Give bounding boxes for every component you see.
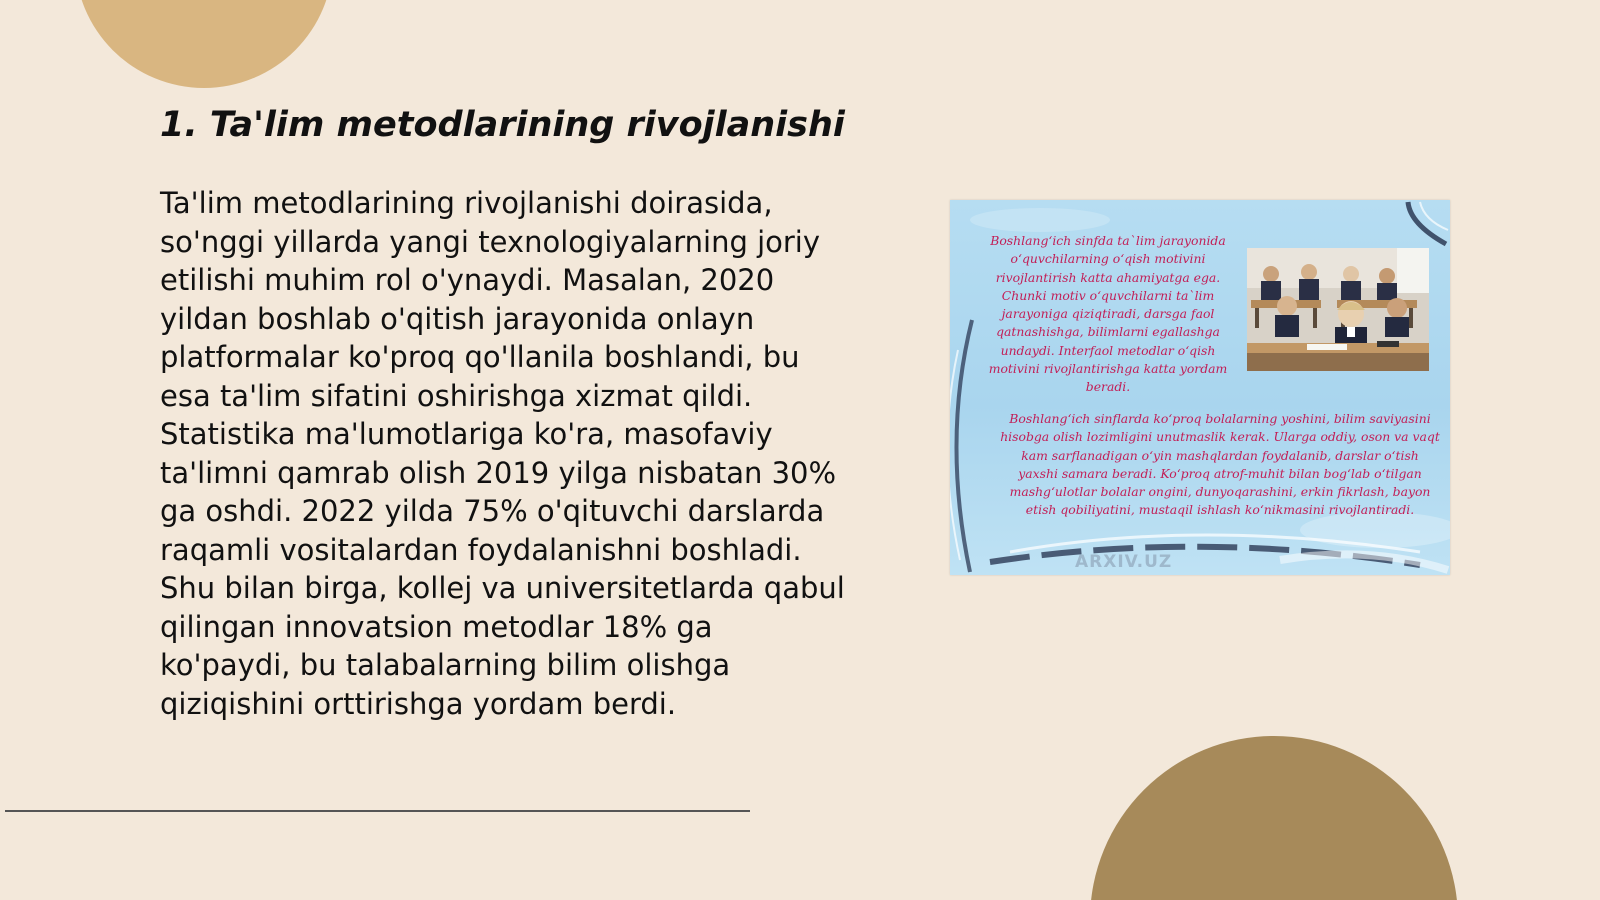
classroom-photo: [1247, 248, 1429, 371]
slide-body-text: Ta'lim metodlarining rivojlanishi doirasida, so'nggi yillarda yangi texnologiyalarning joriy etilishi muhim rol o'ynaydi. Masalan, 2020 yildan boshlab o'qitish jarayonida onlayn platformalar ko'proq qo'llanila boshlandi, bu esa ta'lim sifatini oshirishga xizmat qildi. Statistika ma'lumotlariga ko'ra, masofaviy ta'limni qamrab olish 2019 yilga nisbatan 30% ga oshdi. 2022 yilda 75% o'qituvchi darslarda raqamli vositalardan foydalanishni boshladi. Shu bilan birga, kollej va universitetlarda qabul qilingan innovatsion metodlar 18% ga ko'paydi, bu talabalarning bilim olishga qiziqishini orttirishga yordam berdi.: [160, 186, 845, 721]
illustration-image: [950, 200, 1450, 575]
decorative-circle-top: [75, 0, 333, 88]
image-paragraph-2: Boshlang‘ich sinflarda ko‘proq bolalarning yoshini, bilim saviyasini hisobga olish lozimligini unutmaslik kerak. Ularga oddiy, oson va vaqt kam sarflanadigan o‘yin mashqlardan foydalanib, darslar o‘tish yaxshi samara beradi. Ko‘proq atrof-muhit bilan bog‘lab o‘tilgan mashg‘ulotlar bolalar ongini, dunyoqarashini, erkin fikrlash, bayon etish qobiliyatini, mustaqil ishlash ko‘nikmasini rivojlantiradi.: [1000, 411, 1440, 518]
image-paragraph-1: Boshlang‘ich sinfda ta`lim jarayonida o‘quvchilarning o‘qish motivini rivojlantirish katta ahamiyatga ega. Chunki motiv o‘quvchilarni ta`lim jarayoniga qiziqtiradi, darsga faol qatnashishga, bilimlarni egallashga undaydi. Interfaol metodlar o‘qish motivini rivojlantirishga katta yordam beradi.: [988, 233, 1228, 395]
slide-title: 1. Ta'lim metodlarining rivojlanishi: [160, 105, 845, 145]
decorative-circle-bottom: [1090, 736, 1458, 900]
divider-line: [5, 810, 750, 812]
watermark: ARXIV.UZ: [1075, 552, 1173, 572]
